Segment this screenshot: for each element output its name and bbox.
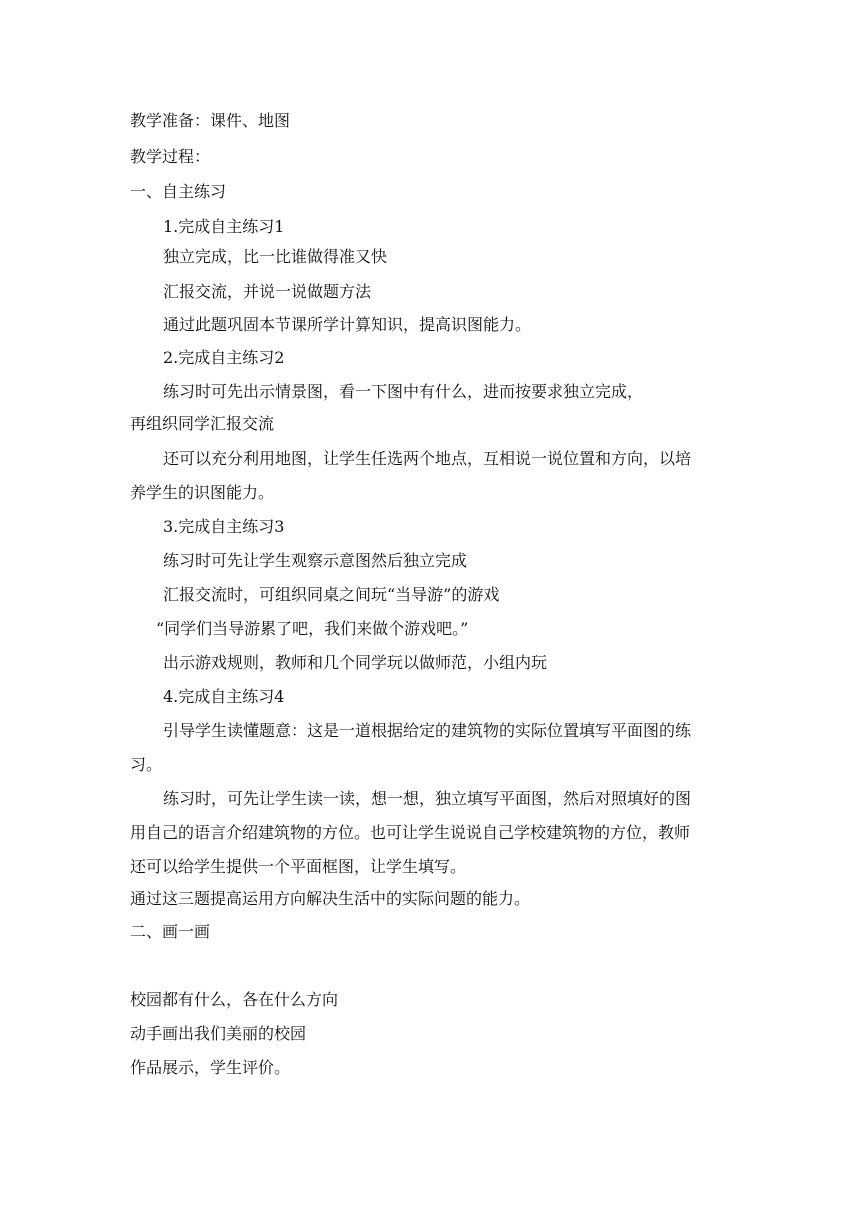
text-line: 练习时，可先让学生读一读，想一想，独立填写平面图，然后对照填好的图 — [163, 789, 692, 808]
text-line: 练习时可先出示情景图，看一下图中有什么，进而按要求独立完成， — [163, 382, 644, 401]
section-heading-1: 一、自主练习 — [130, 182, 227, 201]
exercise-3-title: 3.完成自主练习3 — [163, 517, 285, 536]
text-line: “同学们当导游累了吧，我们来做个游戏吧。” — [156, 619, 469, 638]
text-line: 汇报交流时，可组织同桌之间玩“当导游”的游戏 — [163, 585, 500, 604]
text-line: 引导学生读懂题意：这是一道根据给定的建筑物的实际位置填写平面图的练 — [163, 721, 692, 740]
text-line: 独立完成，比一比谁做得准又快 — [163, 247, 388, 266]
text-line: 通过此题巩固本节课所学计算知识，提高识图能力。 — [163, 315, 532, 334]
exercise-4-title: 4.完成自主练习4 — [163, 687, 285, 706]
process-heading: 教学过程： — [130, 147, 211, 166]
section-heading-2: 二、画一画 — [130, 922, 211, 941]
text-line: 再组织同学汇报交流 — [130, 414, 275, 433]
exercise-2-title: 2.完成自主练习2 — [163, 348, 285, 367]
text-line: 通过这三题提高运用方向解决生活中的实际问题的能力。 — [130, 889, 531, 908]
text-line: 练习时可先让学生观察示意图然后独立完成 — [163, 551, 468, 570]
text-line: 出示游戏规则，教师和几个同学玩以做师范，小组内玩 — [163, 653, 548, 672]
text-line: 作品展示，学生评价。 — [130, 1058, 291, 1077]
text-line: 养学生的识图能力。 — [130, 483, 275, 502]
text-line: 动手画出我们美丽的校园 — [130, 1024, 307, 1043]
text-line: 还可以充分利用地图，让学生任选两个地点，互相说一说位置和方向，以培 — [163, 449, 692, 468]
text-line: 习。 — [130, 755, 163, 774]
text-line: 校园都有什么，各在什么方向 — [130, 990, 339, 1009]
text-line: 还可以给学生提供一个平面框图，让学生填写。 — [130, 857, 467, 876]
exercise-1-title: 1.完成自主练习1 — [163, 217, 285, 236]
text-line: 汇报交流，并说一说做题方法 — [163, 282, 372, 301]
text-line: 用自己的语言介绍建筑物的方位。也可让学生说说自己学校建筑物的方位，教师 — [130, 823, 691, 842]
prep-line: 教学准备：课件、地图 — [130, 111, 291, 130]
